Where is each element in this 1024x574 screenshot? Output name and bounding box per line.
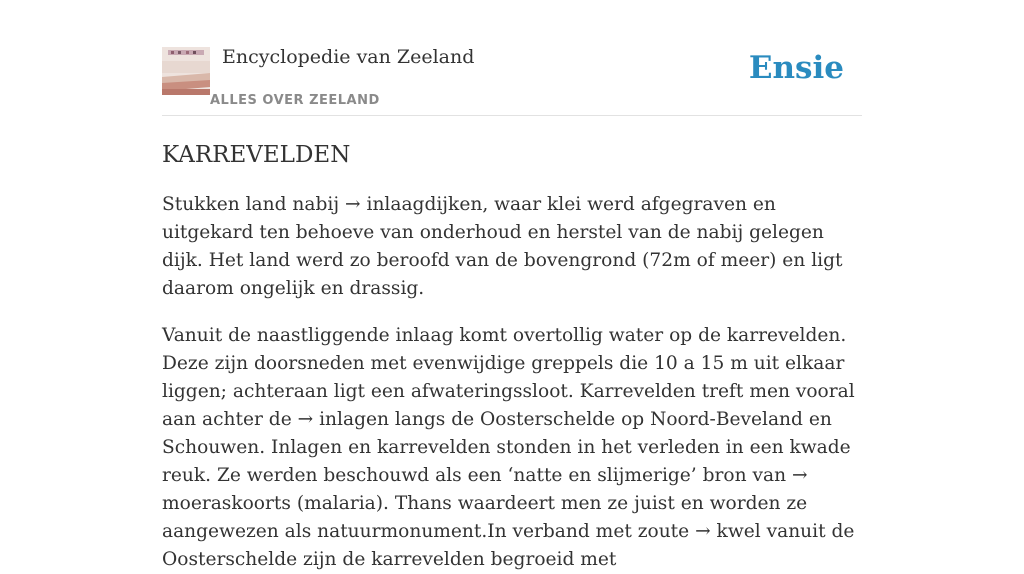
- site-avatar[interactable]: [162, 47, 210, 95]
- cross-reference-link[interactable]: → moeraskoorts: [162, 465, 808, 514]
- paragraph-text: , waar klei werd afgegraven en uitgekard ten behoeve van onderhoud en herstel van de nabij gelegen dijk. Het land werd zo beroofd van de bovengrond (72m of meer) en ligt daarom ongelijk en drassig.: [162, 194, 843, 299]
- page: [162, 0, 862, 574]
- entry-body: [162, 191, 862, 574]
- paragraph-text: (malaria). Thans waardeert men ze juist en worden ze aangewezen als natuurmonument.In verband met zoute: [162, 493, 808, 542]
- paragraph-text: langs de Oosterschelde op Noord-Beveland en Schouwen. Inlagen en karrevelden stonden in het verleden in een kwade reuk. Ze werden beschouwd als een ‘natte en slijmerige’ bron van: [162, 409, 851, 486]
- entry-paragraph: [162, 191, 862, 303]
- paragraph-text: Stukken land nabij: [162, 194, 346, 215]
- cross-reference-link[interactable]: → kwel: [695, 521, 761, 542]
- site-tagline: ALLES OVER ZEELAND: [210, 93, 380, 108]
- cross-reference-link[interactable]: → inlaagdijken: [345, 194, 483, 215]
- paragraph-text: Vanuit de naastliggende inlaag komt overtollig water op de karrevelden. Deze zijn doorsneden met evenwijdige greppels die 10 a 15 m uit elkaar liggen; achteraan ligt een afwateringssloot. Karrevelden treft men vooral aan achter de: [162, 325, 855, 430]
- paragraph-text: vanuit de Oosterschelde zijn de karrevelden begroeid met: [162, 521, 855, 570]
- site-title[interactable]: Encyclopedie van Zeeland: [222, 46, 475, 68]
- entry-title: KARREVELDEN: [162, 142, 351, 168]
- entry-paragraph: [162, 322, 862, 574]
- ensie-brand-logo[interactable]: Ensie: [748, 50, 844, 86]
- cross-reference-link[interactable]: → inlagen: [297, 409, 389, 430]
- site-header: [162, 0, 862, 116]
- encyclopedia-logo-icon: [162, 47, 210, 95]
